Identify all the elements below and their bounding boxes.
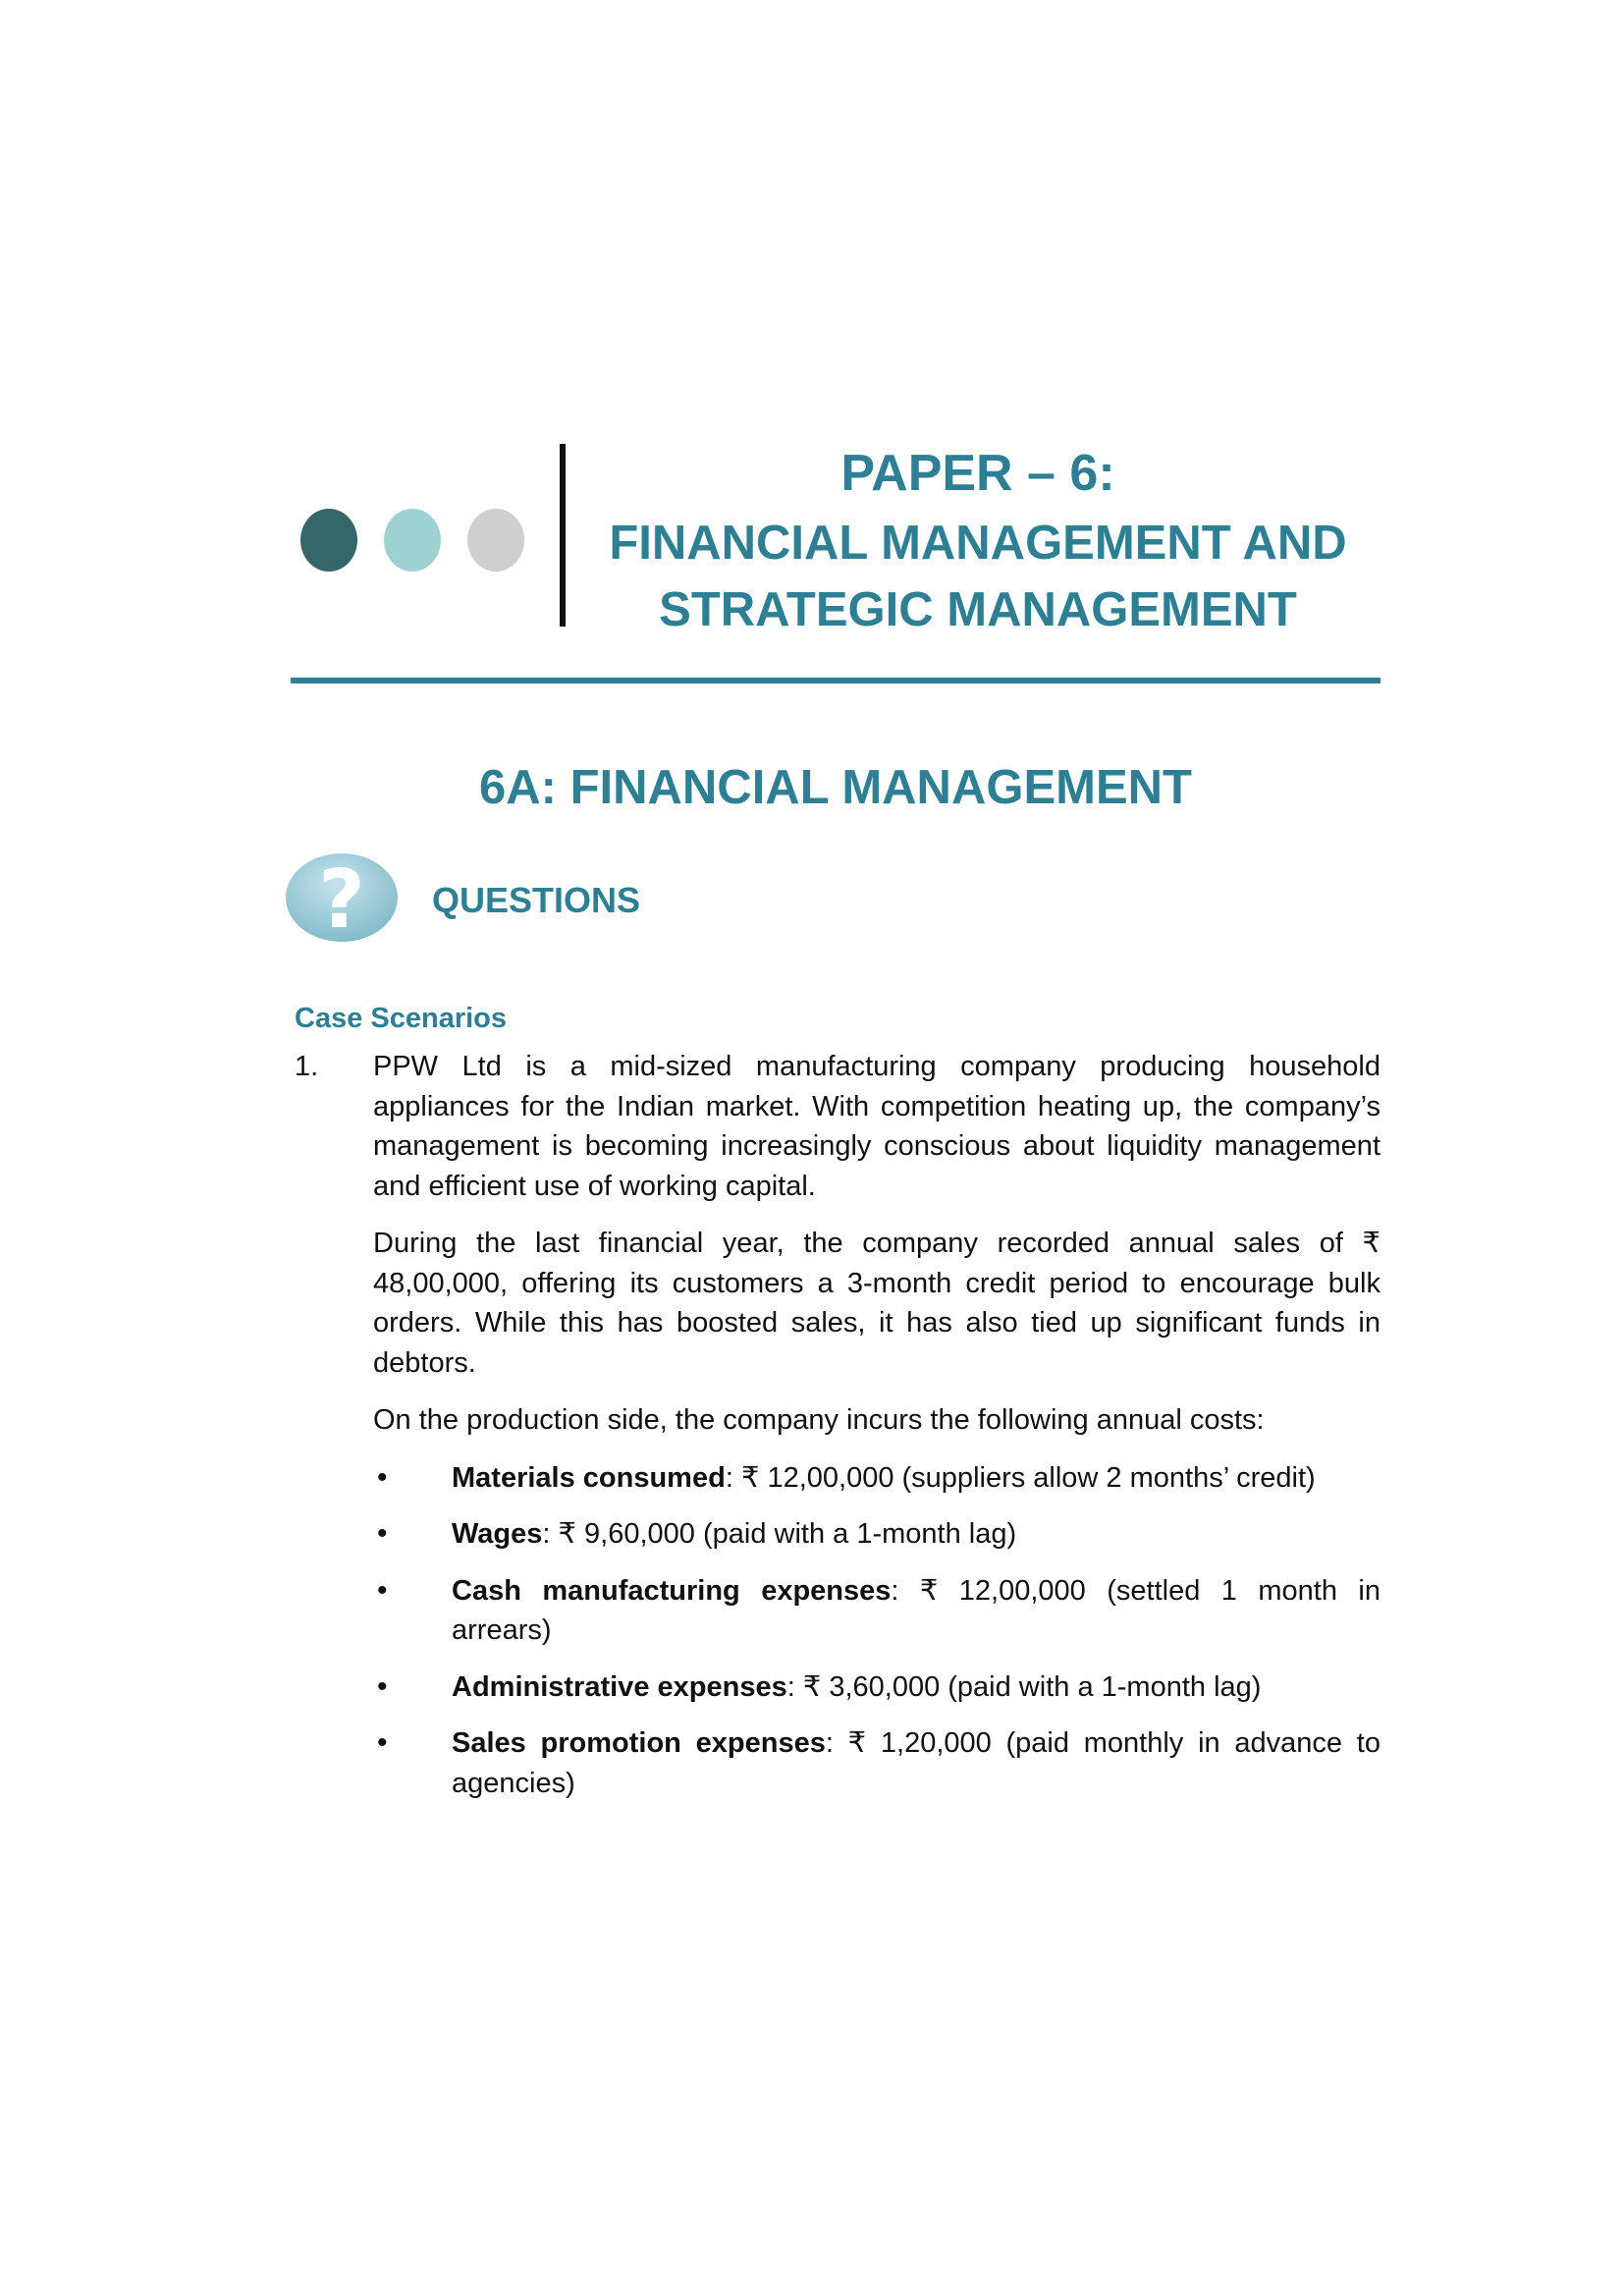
cost-label: Sales promotion expenses xyxy=(452,1727,826,1759)
cost-item xyxy=(452,1723,1380,1803)
cost-item xyxy=(452,1458,1380,1499)
cost-detail: : ₹ 9,60,000 (paid with a 1-month lag) xyxy=(542,1518,1017,1550)
paper-subject-line-1: FINANCIAL MANAGEMENT AND xyxy=(609,517,1347,570)
section-title: 6A: FINANCIAL MANAGEMENT xyxy=(479,761,1192,814)
cost-item xyxy=(452,1571,1380,1651)
svg-text:?: ? xyxy=(318,853,365,945)
paper-title: PAPER – 6: xyxy=(840,445,1115,502)
decorative-dots xyxy=(300,509,528,572)
cost-label: Wages xyxy=(452,1518,543,1550)
question-number: 1. xyxy=(295,1051,319,1082)
questions-heading: QUESTIONS xyxy=(432,880,641,920)
cost-item xyxy=(452,1514,1380,1555)
dot-dark xyxy=(300,509,357,572)
question-paragraph: PPW Ltd is a mid-sized manufacturing company producing household appliances for the Indian market. With competition heating up, the company’s management is becoming increasingly conscious about liquidity management and efficient use of working capital. xyxy=(373,1051,1380,1202)
cost-label: Administrative expenses xyxy=(452,1670,787,1703)
dot-light xyxy=(384,509,441,572)
cost-item xyxy=(452,1667,1380,1708)
header-divider xyxy=(560,444,566,627)
cost-label: Cash manufacturing expenses xyxy=(452,1574,892,1607)
cost-detail: : ₹ 12,00,000 (settled 1 month in arrears) xyxy=(452,1574,1380,1646)
cost-detail: : ₹ 3,60,000 (paid with a 1-month lag) xyxy=(786,1670,1262,1703)
question-paragraph: On the production side, the company incurs the following annual costs: xyxy=(373,1404,1265,1436)
cost-detail: : ₹ 12,00,000 (suppliers allow 2 months’ credit) xyxy=(725,1461,1316,1494)
cost-list xyxy=(295,1458,1380,1804)
question-1 xyxy=(295,1047,1380,1820)
dot-grey xyxy=(467,509,524,572)
case-scenarios-heading: Case Scenarios xyxy=(295,1003,508,1034)
cost-detail: : ₹ 1,20,000 (paid monthly in advance to agencies) xyxy=(452,1727,1380,1799)
paper-subject-line-2: STRATEGIC MANAGEMENT xyxy=(659,583,1297,636)
header-rule xyxy=(291,678,1380,683)
question-mark-icon xyxy=(283,850,401,945)
cost-label: Materials consumed xyxy=(452,1461,726,1494)
question-paragraph: During the last financial year, the company recorded annual sales of ₹ 48,00,000, offering its customers a 3-month credit period to encourage bulk orders. While this has boosted sales, it has also tied up significant funds in debtors. xyxy=(373,1228,1380,1379)
